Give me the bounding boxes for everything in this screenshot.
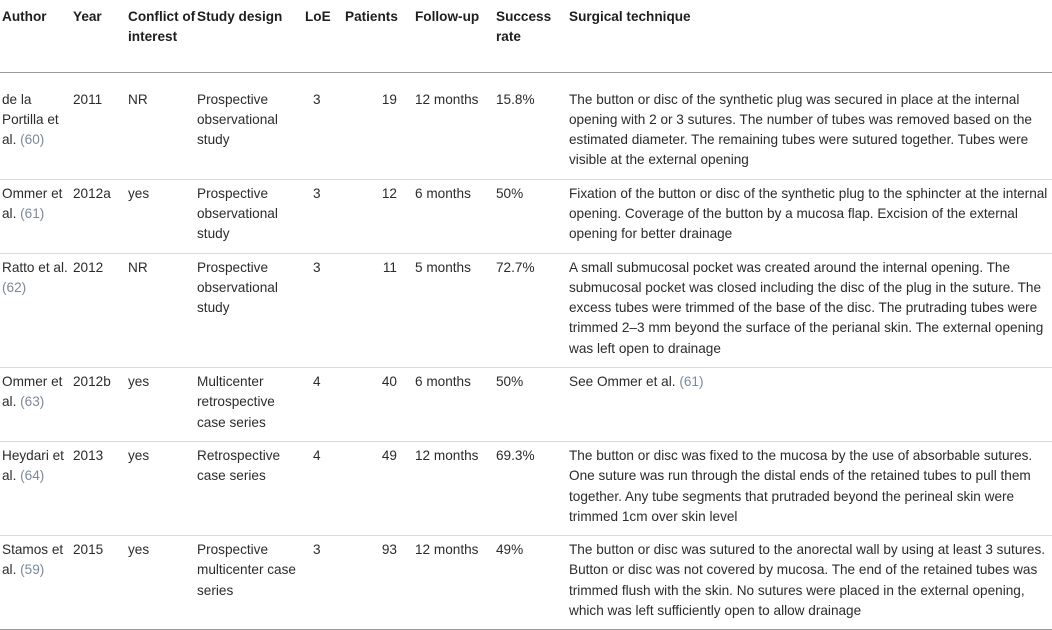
cell-loe: 3 bbox=[305, 179, 345, 253]
author-name: Ommer et al. bbox=[2, 185, 63, 221]
header-patients: Patients bbox=[345, 0, 415, 72]
header-success-rate: Success rate bbox=[496, 0, 569, 72]
cell-conflict-of-interest: NR bbox=[128, 72, 197, 179]
cell-success-rate: 50% bbox=[496, 179, 569, 253]
header-author: Author bbox=[0, 0, 73, 72]
cell-study-design: Retrospective case series bbox=[197, 441, 305, 535]
cell-follow-up: 6 months bbox=[415, 179, 496, 253]
cell-conflict-of-interest: yes bbox=[128, 536, 197, 630]
reference-link[interactable]: (62) bbox=[2, 279, 27, 295]
cell-patients: 49 bbox=[345, 441, 415, 535]
reference-link[interactable]: (63) bbox=[20, 394, 45, 410]
reference-link[interactable]: (64) bbox=[20, 468, 45, 484]
cell-patients: 93 bbox=[345, 536, 415, 630]
table-row bbox=[0, 72, 1052, 179]
cell-surgical-technique: Fixation of the button or disc of the synthetic plug to the sphincter at the internal opening. Coverage of the button by a mucosa flap. Excision of the external opening for better drainage bbox=[569, 179, 1052, 253]
header-study-design: Study design bbox=[197, 0, 305, 72]
cell-author bbox=[0, 72, 73, 179]
author-name: Stamos et al. bbox=[2, 542, 64, 578]
cell-year: 2013 bbox=[73, 441, 128, 535]
table-body bbox=[0, 72, 1052, 630]
cell-conflict-of-interest: NR bbox=[128, 253, 197, 367]
table-row bbox=[0, 441, 1052, 535]
cell-year: 2012b bbox=[73, 368, 128, 442]
author-name: Ommer et al. bbox=[2, 374, 63, 410]
author-name: de la Portilla et al. bbox=[2, 91, 59, 148]
reference-link[interactable]: (61) bbox=[20, 205, 45, 221]
cell-study-design: Prospective multicenter case series bbox=[197, 536, 305, 630]
header-conflict-of-interest: Conflict of interest bbox=[128, 0, 197, 72]
cell-author bbox=[0, 536, 73, 630]
cell-success-rate: 69.3% bbox=[496, 441, 569, 535]
table-header bbox=[0, 0, 1052, 72]
cell-year: 2011 bbox=[73, 72, 128, 179]
cell-follow-up: 6 months bbox=[415, 368, 496, 442]
reference-link[interactable]: (60) bbox=[20, 132, 45, 148]
cell-year: 2015 bbox=[73, 536, 128, 630]
cell-success-rate: 50% bbox=[496, 368, 569, 442]
cell-year: 2012a bbox=[73, 179, 128, 253]
cell-follow-up: 5 months bbox=[415, 253, 496, 367]
cell-patients: 12 bbox=[345, 179, 415, 253]
cell-loe: 3 bbox=[305, 253, 345, 367]
cell-surgical-technique: A small submucosal pocket was created around the internal opening. The submucosal pocket was closed including the disc of the plug in the suture. The excess tubes were trimmed of the base of the disc. The prutrading tubes were trimmed 2–3 mm beyond the surface of the perianal skin. The external opening was left open to drainage bbox=[569, 253, 1052, 367]
header-surgical-technique: Surgical technique bbox=[569, 0, 1052, 72]
cell-surgical-technique: The button or disc was fixed to the mucosa by the use of absorbable sutures. One suture was run through the distal ends of the retained tubes to pull them together. Any tube segments that prutraded beyond the perineal skin were trimmed 1cm over skin level bbox=[569, 441, 1052, 535]
table-row bbox=[0, 368, 1052, 442]
table-row bbox=[0, 179, 1052, 253]
reference-link[interactable]: (61) bbox=[679, 374, 704, 390]
header-year: Year bbox=[73, 0, 128, 72]
cell-surgical-technique bbox=[569, 368, 1052, 442]
cell-loe: 4 bbox=[305, 368, 345, 442]
cell-follow-up: 12 months bbox=[415, 72, 496, 179]
cell-loe: 4 bbox=[305, 441, 345, 535]
cell-patients: 11 bbox=[345, 253, 415, 367]
table-row bbox=[0, 253, 1052, 367]
cell-study-design: Prospective observational study bbox=[197, 253, 305, 367]
header-follow-up: Follow-up bbox=[415, 0, 496, 72]
cell-author bbox=[0, 368, 73, 442]
author-name: Ratto et al. bbox=[2, 259, 68, 275]
cell-loe: 3 bbox=[305, 536, 345, 630]
technique-text: See Ommer et al. bbox=[569, 374, 676, 390]
cell-author bbox=[0, 441, 73, 535]
cell-follow-up: 12 months bbox=[415, 441, 496, 535]
cell-author bbox=[0, 179, 73, 253]
cell-surgical-technique: The button or disc was sutured to the anorectal wall by using at least 3 sutures. Button or disc was not covered by mucosa. The end of the retained tubes was trimmed flush with the skin. No sutures were placed in the external opening, which was left sufficiently open to allow drainage bbox=[569, 536, 1052, 630]
cell-conflict-of-interest: yes bbox=[128, 179, 197, 253]
cell-study-design: Multicenter retrospective case series bbox=[197, 368, 305, 442]
table-row bbox=[0, 536, 1052, 630]
cell-patients: 19 bbox=[345, 72, 415, 179]
cell-success-rate: 49% bbox=[496, 536, 569, 630]
cell-year: 2012 bbox=[73, 253, 128, 367]
cell-patients: 40 bbox=[345, 368, 415, 442]
cell-success-rate: 72.7% bbox=[496, 253, 569, 367]
cell-follow-up: 12 months bbox=[415, 536, 496, 630]
cell-study-design: Prospective observational study bbox=[197, 179, 305, 253]
header-loe: LoE bbox=[305, 0, 345, 72]
reference-link[interactable]: (59) bbox=[20, 562, 45, 578]
cell-conflict-of-interest: yes bbox=[128, 441, 197, 535]
cell-loe: 3 bbox=[305, 72, 345, 179]
cell-success-rate: 15.8% bbox=[496, 72, 569, 179]
author-name: Heydari et al. bbox=[2, 447, 64, 484]
cell-author bbox=[0, 253, 73, 367]
cell-study-design: Prospective observational study bbox=[197, 72, 305, 179]
cell-conflict-of-interest: yes bbox=[128, 368, 197, 442]
cell-surgical-technique: The button or disc of the synthetic plug was secured in place at the internal opening with 2 or 3 sutures. The number of tubes was removed based on the estimated diameter. The remaining tubes were sutured together. Tubes were visible at the external opening bbox=[569, 72, 1052, 179]
header-row bbox=[0, 0, 1052, 72]
